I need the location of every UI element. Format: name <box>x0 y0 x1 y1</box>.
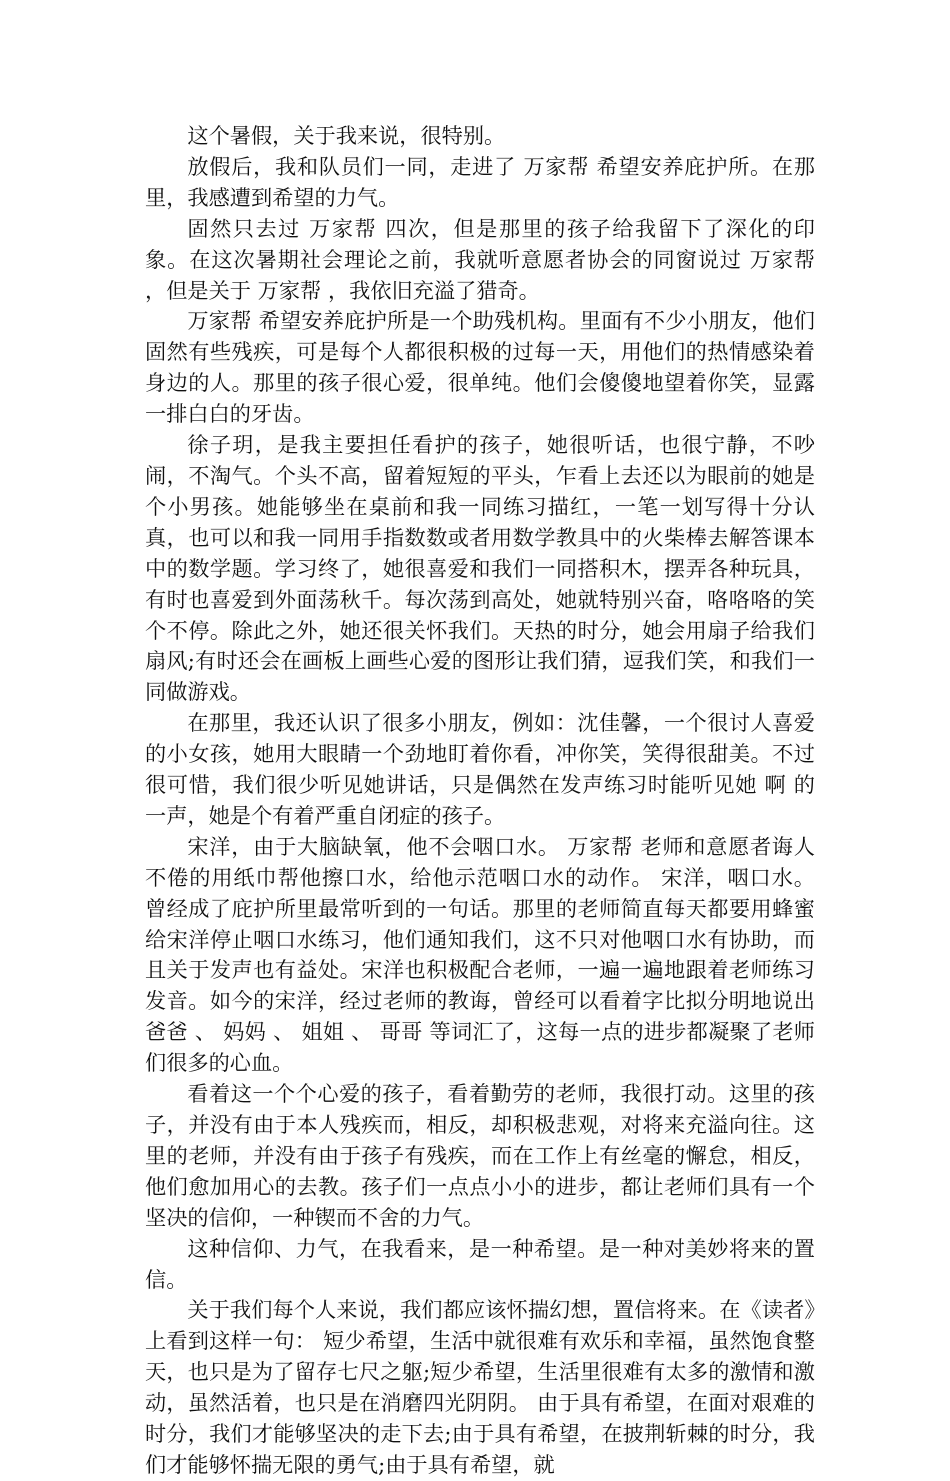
paragraph-3: 固然只去过 万家帮 四次，但是那里的孩子给我留下了深化的印象。在这次暑期社会理论之前，我就听意愿者协会的同窗说过 万家帮 ，但是关于 万家帮 ，我依旧充溢了猎奇。 <box>145 215 815 303</box>
paragraph-7: 宋洋，由于大脑缺氧，他不会咽口水。 万家帮 老师和意愿者诲人不倦的用纸巾帮他擦口水，给他示范咽口水的动作。 宋洋，咽口水。 曾经成了庇护所里最常听到的一句话。那里的老师简直每天都要用蜂蜜给宋洋停止咽口水练习，他们通知我们，这不只对他咽口水有协助，而且关于发声也有益处。宋洋也积极配合老师，一遍一遍地跟着老师练习发音。如今的宋洋，经过老师的教诲，曾经可以看着字比拟分明地说出 爸爸 、 妈妈 、 姐姐 、 哥哥 等词汇了，这每一点的进步都凝聚了老师们很多的心血。 <box>145 833 815 1076</box>
paragraph-8: 看着这一个个心爱的孩子，看着勤劳的老师，我很打动。这里的孩子，并没有由于本人残疾而，相反，却积极悲观，对将来充溢向往。这里的老师，并没有由于孩子有残疾，而在工作上有丝毫的懈怠，相反，他们愈加用心的去教。孩子们一点点小小的进步，都让老师们具有一个坚决的信仰，一种锲而不舍的力气。 <box>145 1081 815 1230</box>
paragraph-4: 万家帮 希望安养庇护所是一个助残机构。里面有不少小朋友，他们固然有些残疾，可是每个人都很积极的过每一天，用他们的热情感染着身边的人。那里的孩子很心爱，很单纯。他们会傻傻地望着你笑，显露一排白白的牙齿。 <box>145 308 815 427</box>
paragraph-1: 这个暑假，关于我来说，很特别。 <box>187 123 506 148</box>
paragraph-10: 关于我们每个人来说，我们都应该怀揣幻想，置信将来。在《读者》上看到这样一句： 短少希望，生活中就很难有欢乐和幸福，虽然饱食整天，也只是为了留存七尺之躯;短少希望，生活里很难有太多的激情和激动，虽然活着，也只是在消磨四光阴阴。 由于具有希望，在面对艰难的时分，我们才能够坚决的走下去;由于具有希望，在披荆斩棘的时分，我们才能够怀揣无限的勇气;由于具有希望，就 <box>145 1297 815 1477</box>
paragraph-6: 在那里，我还认识了很多小朋友，例如：沈佳馨，一个很讨人喜爱的小女孩，她用大眼睛一个劲地盯着你看，冲你笑，笑得很甜美。不过很可惜，我们很少听见她讲话，只是偶然在发声练习时能听见她 啊 的一声，她是个有着严重自闭症的孩子。 <box>145 710 815 828</box>
paragraph-2: 放假后，我和队员们一同，走进了 万家帮 希望安养庇护所。在那里，我感遭到希望的力气。 <box>145 153 815 210</box>
paragraph-9: 这种信仰、力气，在我看来，是一种希望。是一种对美妙将来的置信。 <box>145 1235 815 1292</box>
document-body <box>145 121 815 1481</box>
paragraph-5: 徐子玥，是我主要担任看护的孩子，她很听话，也很宁静，不吵闹，不淘气。个头不高，留着短短的平头，乍看上去还以为眼前的她是个小男孩。她能够坐在桌前和我一同练习描红，一笔一划写得十分认真，也可以和我一同用手指数数或者用数学教具中的火柴棒去解答课本中的数学题。学习终了，她很喜爱和我们一同搭积木，摆弄各种玩具，有时也喜爱到外面荡秋千。每次荡到高处，她就特别兴奋，咯咯咯的笑个不停。除此之外，她还很关怀我们。天热的时分，她会用扇子给我们扇风;有时还会在画板上画些心爱的图形让我们猜，逗我们笑，和我们一同做游戏。 <box>145 432 815 705</box>
